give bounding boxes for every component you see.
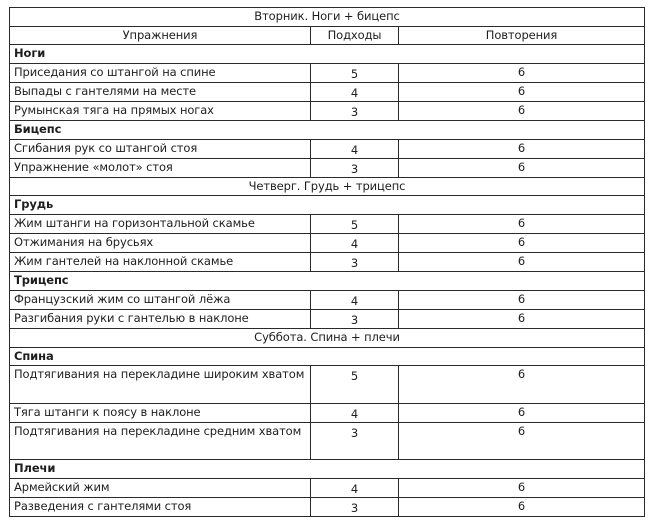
exercise-sets: 3 [311, 253, 399, 272]
group-title: Бицепс [10, 121, 645, 140]
table-row [10, 215, 645, 234]
exercise-sets: 4 [311, 290, 399, 309]
exercise-reps: 6 [399, 139, 645, 158]
exercise-sets: 4 [311, 139, 399, 158]
day-row [10, 177, 645, 196]
exercise-name: Сгибания рук со штангой стоя [10, 139, 311, 158]
table-row [10, 234, 645, 253]
exercise-name: Армейский жим [10, 478, 311, 497]
exercise-name: Приседания со штангой на спине [10, 64, 311, 83]
workout-table [9, 7, 645, 517]
table-row [10, 253, 645, 272]
table-row [10, 64, 645, 83]
exercise-reps: 6 [399, 290, 645, 309]
exercise-name: Подтягивания на перекладине средним хватом [10, 422, 311, 459]
exercise-name: Жим штанги на горизонтальной скамье [10, 215, 311, 234]
group-title: Ноги [10, 45, 645, 64]
table-row [10, 403, 645, 422]
exercise-sets: 5 [311, 64, 399, 83]
exercise-reps: 6 [399, 478, 645, 497]
group-row [10, 272, 645, 291]
exercise-sets: 3 [311, 309, 399, 328]
exercise-name: Отжимания на брусьях [10, 234, 311, 253]
exercise-reps: 6 [399, 215, 645, 234]
exercise-name: Упражнение «молот» стоя [10, 158, 311, 177]
exercise-sets: 4 [311, 478, 399, 497]
exercise-name: Разгибания руки с гантелью в наклоне [10, 309, 311, 328]
exercise-reps: 6 [399, 366, 645, 403]
exercise-sets: 3 [311, 422, 399, 459]
exercise-reps: 6 [399, 234, 645, 253]
header-reps: Повторения [399, 26, 645, 45]
exercise-sets: 5 [311, 215, 399, 234]
exercise-reps: 6 [399, 403, 645, 422]
table-row [10, 422, 645, 459]
exercise-sets: 4 [311, 403, 399, 422]
group-row [10, 196, 645, 215]
exercise-reps: 6 [399, 497, 645, 516]
exercise-sets: 3 [311, 497, 399, 516]
table-row [10, 139, 645, 158]
group-title: Плечи [10, 459, 645, 478]
day-row [10, 8, 645, 27]
group-row [10, 121, 645, 140]
day-title: Четверг. Грудь + трицепс [10, 177, 645, 196]
exercise-sets: 5 [311, 366, 399, 403]
exercise-reps: 6 [399, 422, 645, 459]
day-row [10, 328, 645, 347]
group-title: Грудь [10, 196, 645, 215]
header-row [10, 26, 645, 45]
exercise-reps: 6 [399, 102, 645, 121]
header-sets: Подходы [311, 26, 399, 45]
group-row [10, 459, 645, 478]
table-row [10, 309, 645, 328]
exercise-sets: 4 [311, 83, 399, 102]
exercise-name: Выпады с гантелями на месте [10, 83, 311, 102]
table-row [10, 497, 645, 516]
table-row [10, 478, 645, 497]
table-row [10, 83, 645, 102]
table-row [10, 366, 645, 403]
group-title: Спина [10, 347, 645, 366]
exercise-name: Жим гантелей на наклонной скамье [10, 253, 311, 272]
exercise-reps: 6 [399, 309, 645, 328]
day-title: Вторник. Ноги + бицепс [10, 8, 645, 27]
table-row [10, 158, 645, 177]
day-title: Суббота. Спина + плечи [10, 328, 645, 347]
header-exercise: Упражнения [10, 26, 311, 45]
exercise-reps: 6 [399, 253, 645, 272]
exercise-name: Разведения с гантелями стоя [10, 497, 311, 516]
table-row [10, 102, 645, 121]
exercise-reps: 6 [399, 64, 645, 83]
exercise-sets: 4 [311, 234, 399, 253]
exercise-name: Французский жим со штангой лёжа [10, 290, 311, 309]
exercise-reps: 6 [399, 158, 645, 177]
exercise-name: Румынская тяга на прямых ногах [10, 102, 311, 121]
exercise-sets: 3 [311, 158, 399, 177]
group-row [10, 347, 645, 366]
group-row [10, 45, 645, 64]
exercise-sets: 3 [311, 102, 399, 121]
exercise-reps: 6 [399, 83, 645, 102]
table-row [10, 290, 645, 309]
group-title: Трицепс [10, 272, 645, 291]
exercise-name: Тяга штанги к поясу в наклоне [10, 403, 311, 422]
exercise-name: Подтягивания на перекладине широким хватом [10, 366, 311, 403]
